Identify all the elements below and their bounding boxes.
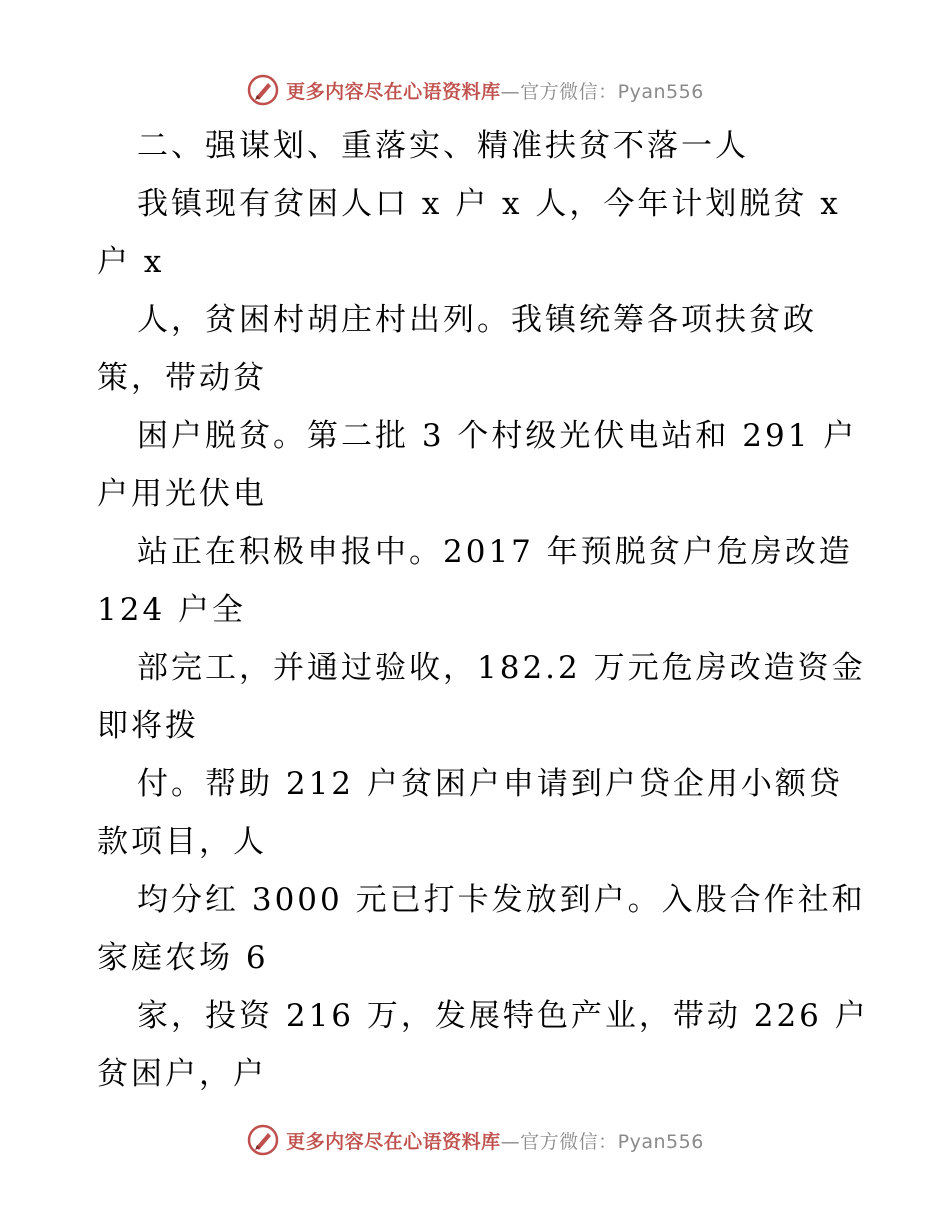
footer-banner-title: 更多内容尽在心语资料库 [286,1130,501,1153]
text-line: 即将拨 [97,708,199,744]
text-line: 户 x [97,244,165,280]
text-line: 家庭农场 6 [97,940,269,976]
footer-banner-text [286,1127,704,1154]
header-banner-separator: — [500,80,521,103]
paragraph-heading: 二、强谋划、重落实、精准扶贫不落一人 [137,128,749,164]
pen-logo-icon [246,1123,280,1157]
footer-banner-separator: — [500,1130,521,1153]
text-line: 我镇现有贫困人口 x 户 x 人，今年计划脱贫 x [137,186,841,222]
text-line: 策，带动贫 [97,360,267,396]
text-line: 贫困户，户 [97,1056,267,1092]
header-banner-wechat: 官方微信：Pyan556 [520,80,704,103]
text-line: 付。帮助 212 户贫困户申请到户贷企用小额贷 [137,766,843,802]
text-line: 人，贫困村胡庄村出列。我镇统筹各项扶贫政 [137,302,817,338]
footer-watermark-banner [0,1120,950,1160]
footer-banner-wechat: 官方微信：Pyan556 [520,1130,704,1153]
text-line: 款项目，人 [97,824,267,860]
header-banner-title: 更多内容尽在心语资料库 [286,80,501,103]
text-line: 部完工，并通过验收，182.2 万元危房改造资金 [137,650,866,686]
header-banner-text [286,77,704,104]
text-line: 困户脱贫。第二批 3 个村级光伏电站和 291 户 [137,418,858,454]
text-line: 家，投资 216 万，发展特色产业，带动 226 户 [137,998,869,1034]
text-line: 户用光伏电 [97,476,267,512]
text-line: 站正在积极申报中。2017 年预脱贫户危房改造 [137,534,853,570]
pen-logo-icon [246,73,280,107]
text-line: 124 户全 [97,592,247,628]
text-line: 均分红 3000 元已打卡发放到户。入股合作社和 [137,882,866,918]
header-watermark-banner [0,70,950,110]
